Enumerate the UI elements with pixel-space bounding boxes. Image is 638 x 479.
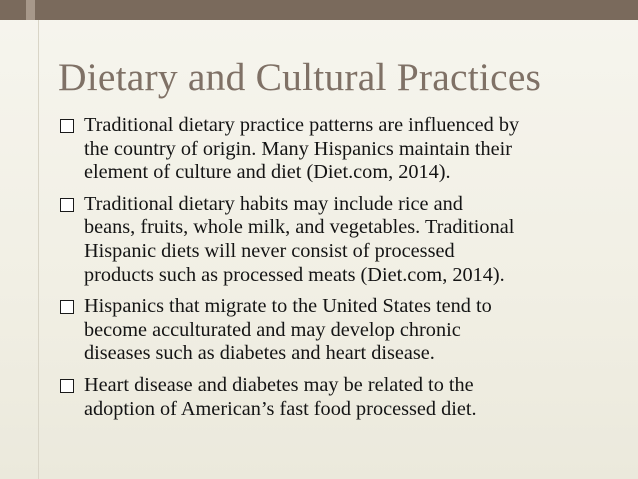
left-rule-line [38, 20, 39, 479]
bullet-item [60, 114, 630, 185]
bullet-list [60, 114, 630, 429]
hollow-square-bullet-icon [60, 379, 74, 393]
bullet-text: Hispanics that migrate to the United States tend to become acculturated and may develop chronic diseases such as diabetes and heart disease. [84, 295, 492, 365]
hollow-square-bullet-icon [60, 119, 74, 133]
hollow-square-bullet-icon [60, 198, 74, 212]
bullet-item [60, 374, 630, 421]
bullet-item [60, 193, 630, 287]
bullet-text: Traditional dietary habits may include rice and beans, fruits, whole milk, and vegetables. Traditional Hispanic diets will never consist of processed products such as processed meats (Diet.com, 2014). [84, 192, 515, 286]
bullet-text: Heart disease and diabetes may be related to the adoption of American’s fast food processed diet. [84, 373, 477, 420]
slide-title: Dietary and Cultural Practices [58, 55, 542, 99]
bullet-item [60, 295, 630, 366]
top-bar [0, 0, 638, 20]
hollow-square-bullet-icon [60, 300, 74, 314]
top-bar-accent [26, 0, 35, 20]
bullet-text: Traditional dietary practice patterns are influenced by the country of origin. Many Hispanics maintain their element of culture and diet (Diet.com, 2014). [84, 114, 520, 184]
